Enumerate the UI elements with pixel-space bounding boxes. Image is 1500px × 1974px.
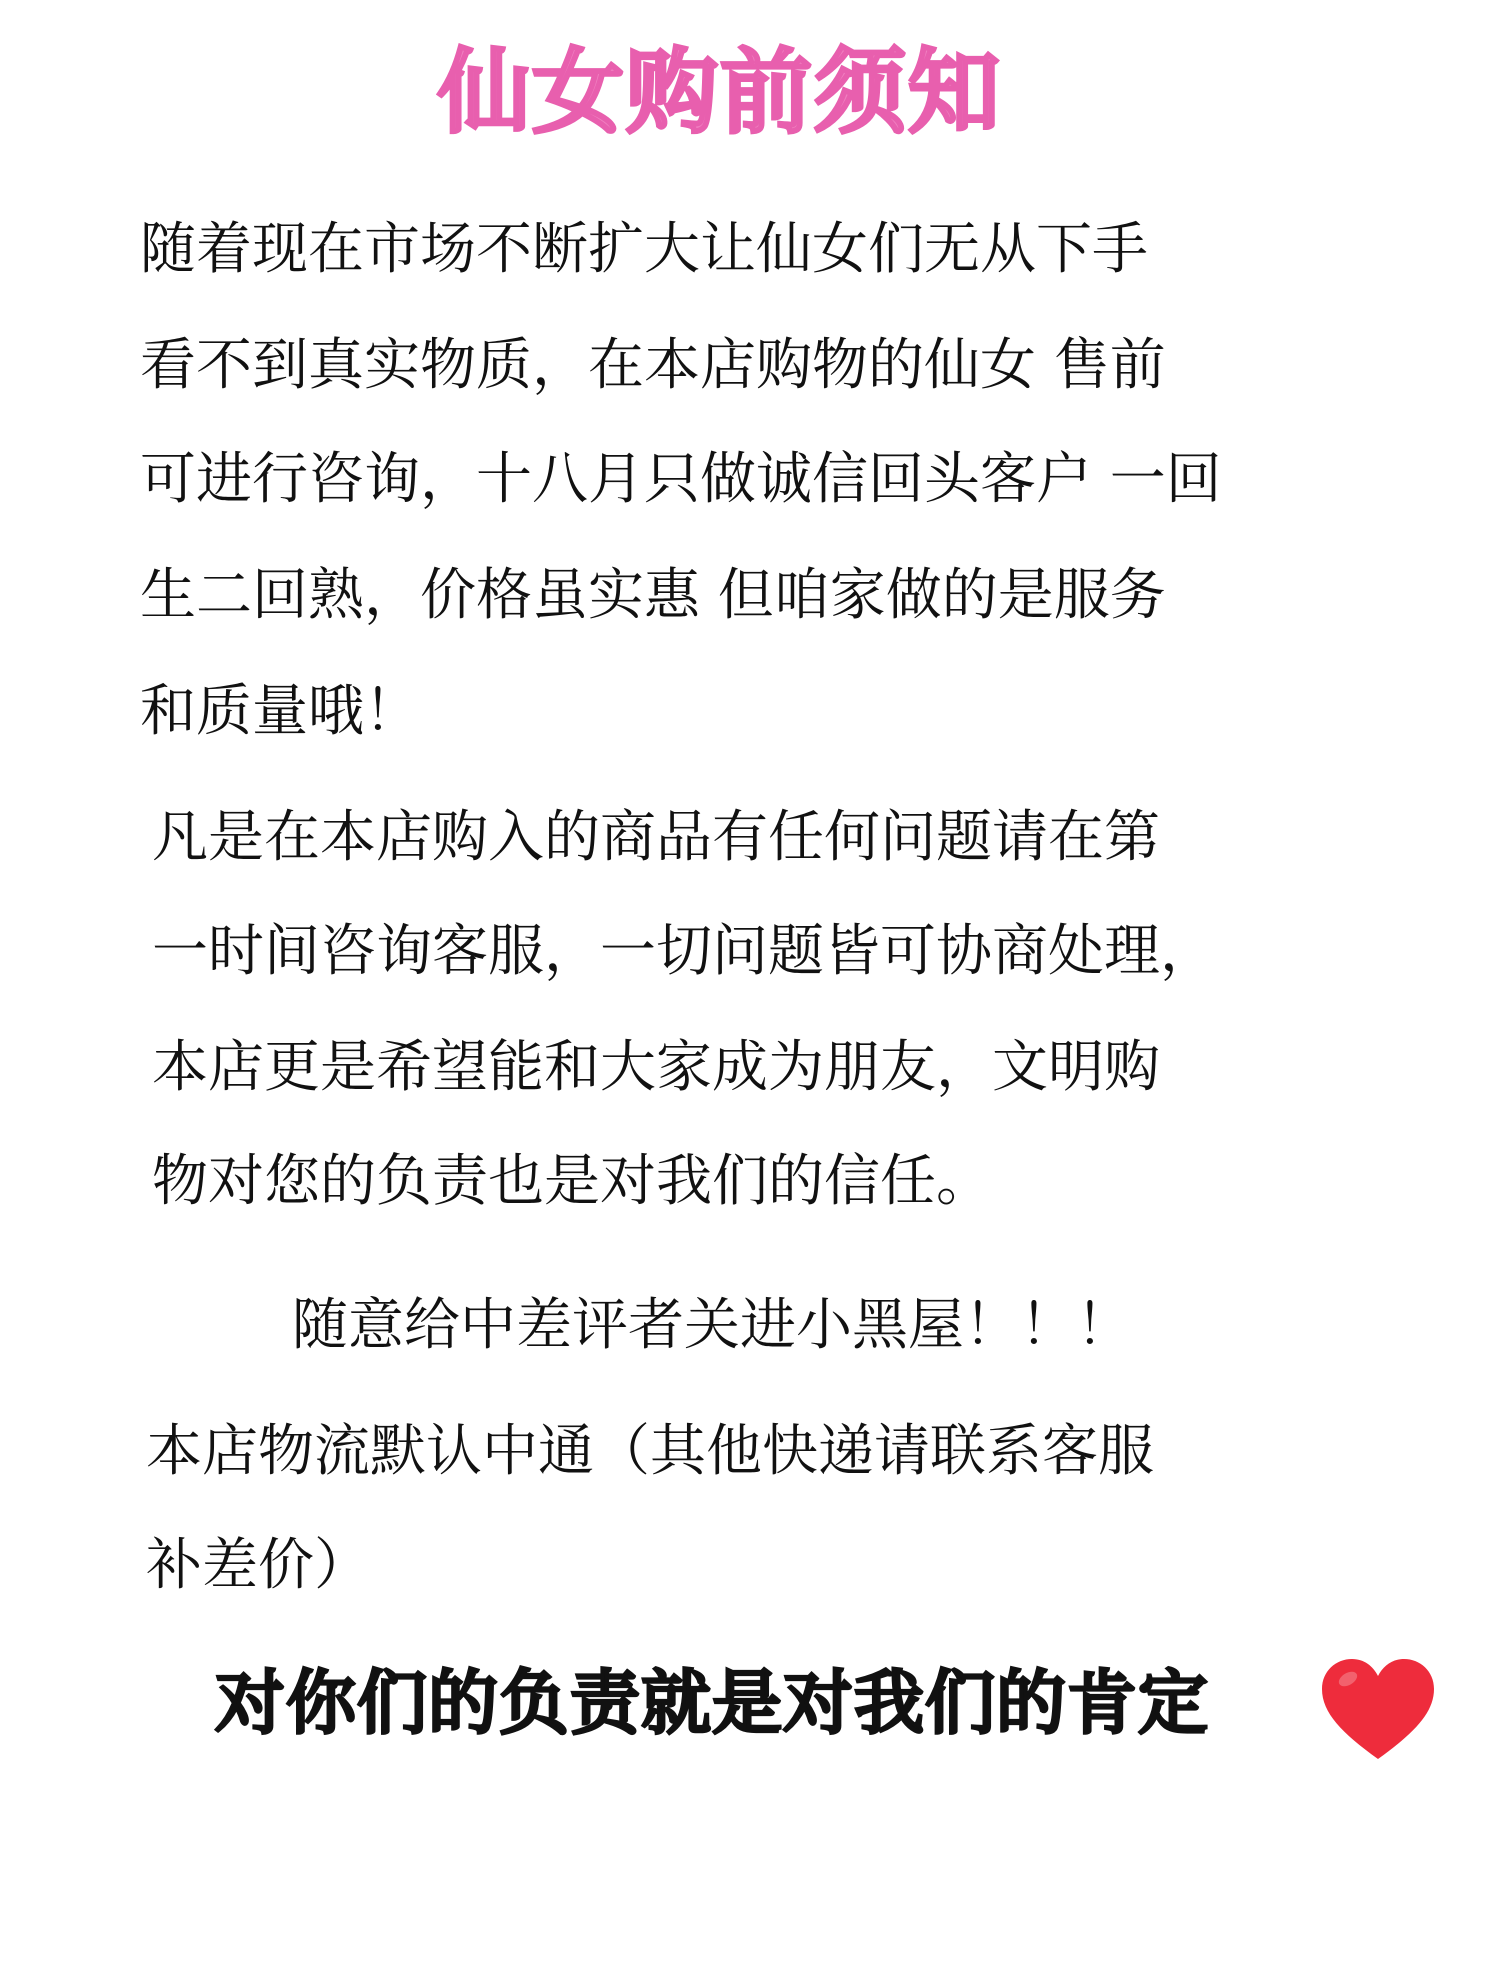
heart-icon [1318, 1655, 1438, 1765]
footer-slogan: 对你们的负责就是对我们的肯定 [215, 1662, 1209, 1744]
paragraph2-line: 凡是在本店购入的商品有任何问题请在第 [152, 805, 1160, 870]
paragraph1-line: 可进行咨询，十八月只做诚信回头客户 一回 [140, 447, 1222, 512]
paragraph1-line: 和质量哦！ [140, 679, 420, 744]
warning-text: 随意给中差评者关进小黑屋！！！ [292, 1293, 1132, 1358]
paragraph2-line: 物对您的负责也是对我们的信任。 [152, 1149, 992, 1214]
page-title: 仙女购前须知 [437, 39, 1002, 146]
paragraph2-line: 一时间咨询客服，一切问题皆可协商处理， [152, 919, 1216, 984]
paragraph1-line: 生二回熟，价格虽实惠 但咱家做的是服务 [140, 563, 1166, 628]
shipping-line: 本店物流默认中通（其他快递请联系客服 [146, 1419, 1154, 1484]
paragraph1-line: 随着现在市场不断扩大让仙女们无从下手 [140, 217, 1148, 282]
shipping-line: 补差价） [146, 1533, 370, 1598]
paragraph1-line: 看不到真实物质，在本店购物的仙女 售前 [140, 333, 1166, 398]
paragraph2-line: 本店更是希望能和大家成为朋友，文明购 [152, 1035, 1160, 1100]
